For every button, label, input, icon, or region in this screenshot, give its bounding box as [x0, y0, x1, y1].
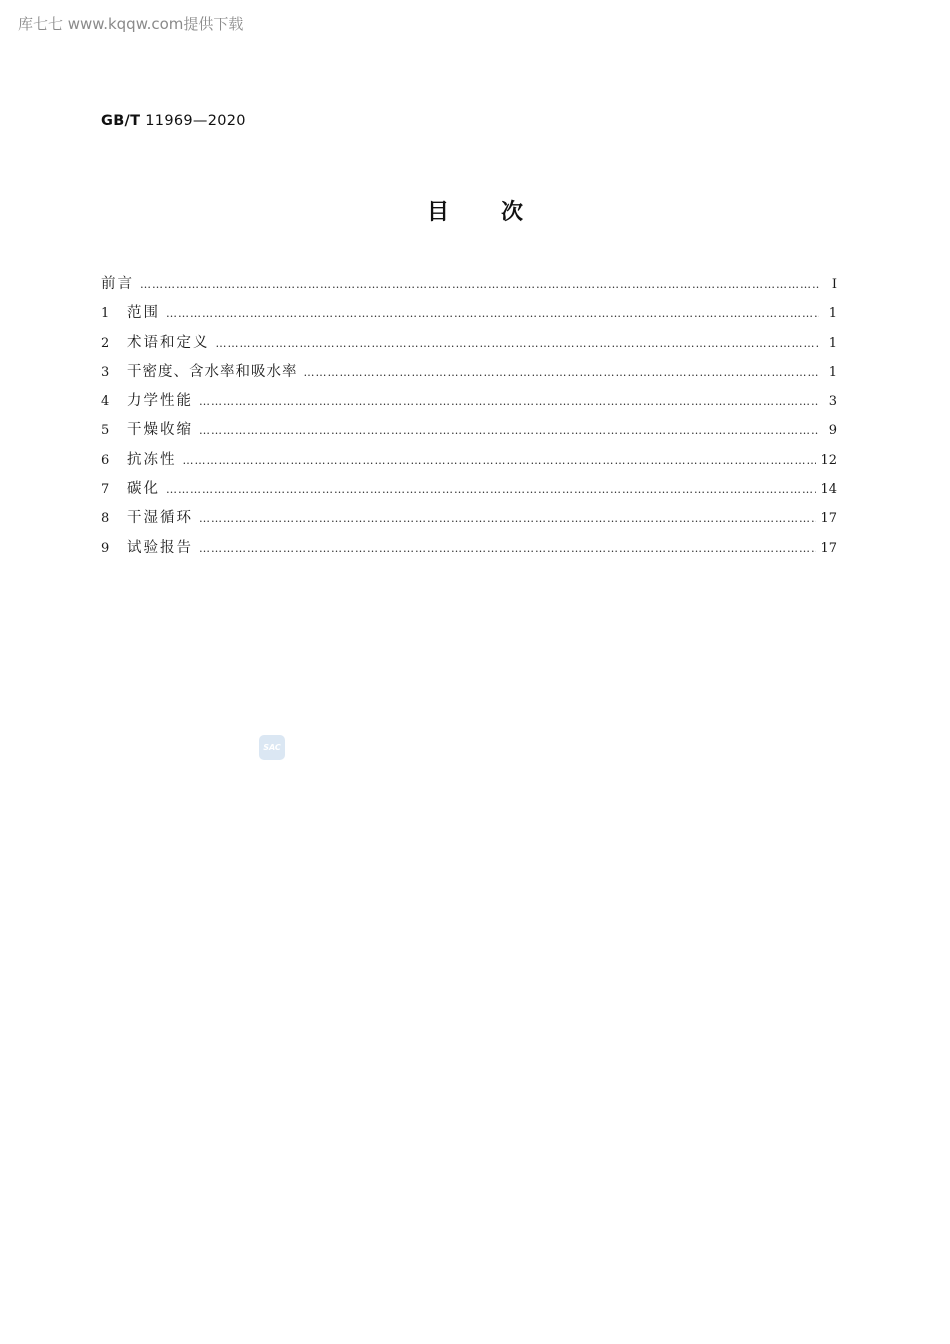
toc-entry-label: 试验报告: [127, 539, 193, 556]
toc-entry-label: 干密度、含水率和吸水率: [127, 363, 298, 380]
toc-entry-page: 14: [820, 482, 837, 498]
toc-leader-dots: [166, 307, 819, 320]
toc-entry[interactable]: [101, 272, 837, 301]
toc-entry-page: 17: [820, 540, 837, 556]
toc-entry-number: 2: [101, 335, 110, 351]
toc-entry-number: 3: [101, 364, 110, 380]
standard-number: 11969—2020: [145, 113, 246, 129]
toc-entry-page: 12: [820, 452, 837, 468]
toc-entry-number: 5: [101, 423, 110, 439]
toc-entry[interactable]: [101, 331, 837, 360]
toc-entry[interactable]: [101, 448, 837, 477]
toc-entry-number: 7: [101, 482, 110, 498]
toc-entry-number: 9: [101, 540, 110, 556]
toc-entry-page: Ⅰ: [831, 277, 837, 292]
standard-code: [101, 113, 246, 129]
toc-leader-dots: [183, 454, 817, 467]
toc-entry-label: 干湿循环: [127, 510, 193, 527]
toc-entry-number: 8: [101, 511, 110, 527]
toc-entry-number: 6: [101, 452, 110, 468]
toc-entry-label: 前言: [101, 276, 134, 292]
toc-entry-page: 17: [820, 511, 837, 527]
toc-entry[interactable]: [101, 418, 837, 447]
toc-entry-page: 1: [828, 364, 837, 380]
toc-leader-dots: [199, 395, 819, 408]
toc-entry-page: 9: [828, 423, 837, 439]
toc-entry-label: 范围: [127, 305, 160, 322]
toc-leader-dots: [304, 366, 820, 379]
toc-leader-dots: [140, 278, 819, 291]
sac-logo-icon: SAC: [259, 735, 285, 760]
toc-leader-dots: [216, 337, 820, 350]
toc-entry[interactable]: [101, 536, 837, 565]
toc-entry[interactable]: [101, 477, 837, 506]
download-watermark: 库七七 www.kqqw.com提供下载: [18, 15, 244, 33]
toc-entry-label: 干燥收缩: [127, 422, 193, 439]
toc-leader-dots: [166, 483, 816, 496]
toc-title: 目次: [426, 200, 575, 225]
toc-entry-number: 1: [101, 306, 110, 322]
toc-entry[interactable]: [101, 360, 837, 389]
toc-entry-page: 1: [828, 306, 837, 322]
toc-leader-dots: [199, 424, 819, 437]
toc-entry-page: 3: [828, 394, 837, 410]
toc-entry[interactable]: [101, 389, 837, 418]
toc-entry[interactable]: [101, 506, 837, 535]
toc-entry-number: 4: [101, 394, 110, 410]
toc-leader-dots: [199, 512, 816, 525]
toc-entry-label: 碳化: [127, 481, 160, 498]
toc-leader-dots: [199, 542, 816, 555]
table-of-contents: [101, 272, 837, 565]
toc-entry-page: 1: [828, 335, 837, 351]
toc-entry[interactable]: [101, 301, 837, 330]
toc-entry-label: 力学性能: [127, 393, 193, 410]
standard-prefix: GB/T: [101, 113, 141, 129]
toc-entry-label: 术语和定义: [127, 334, 210, 351]
toc-entry-label: 抗冻性: [127, 451, 177, 468]
